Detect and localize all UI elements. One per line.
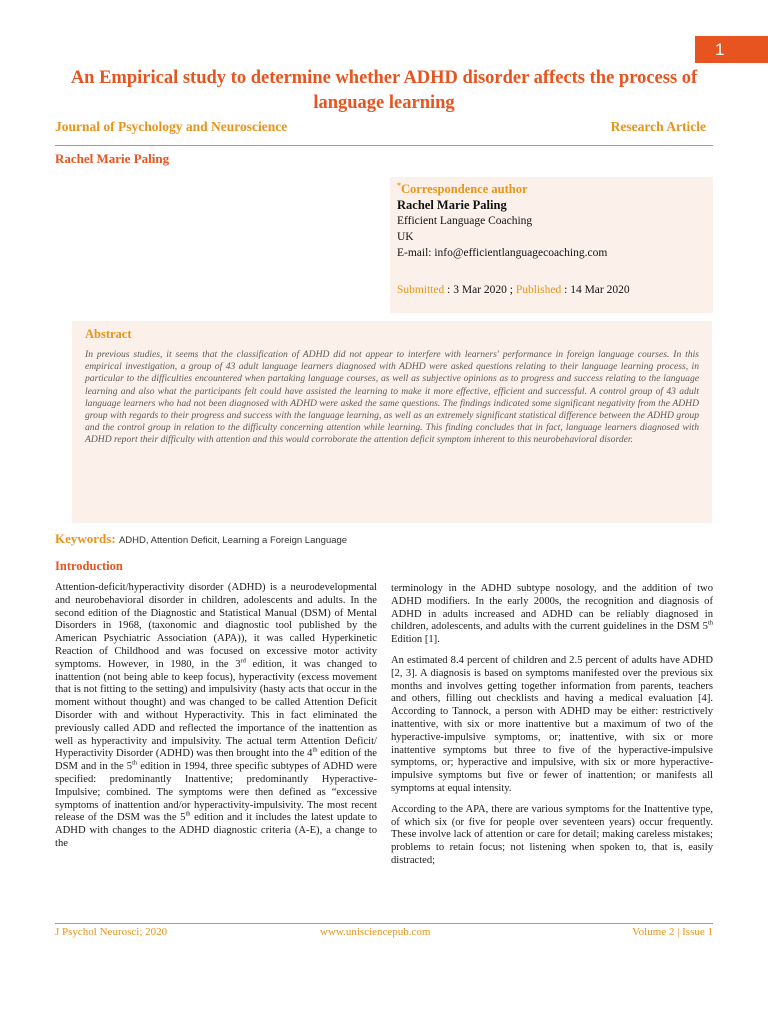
publication-dates: Submitted : 3 Mar 2020 ; Published : 14 Mar 2020 [397,284,630,297]
paragraph: terminology in the ADHD subtype nosology, and the addition of two ADHD modifiers. In the early 2000s, the recognition and diagnosis of ADHD in adults increased and ADHD can be reliably diagnosed in children, adolescents, and adults with the current guidelines in the DSM 5th Edition [1]. [391,583,713,646]
paragraph: An estimated 8.4 percent of children and 2.5 percent of adults have ADHD [2, 3]. A diagnosis is based on symptoms manifested over the previous six months and involves getting together information from parents, teachers and others, filling out checklists and having a medical evaluation [4]. According to Tannock, a person with ADHD may be either: restrictively inattentive, with six or more inattentive but a maximum of two of the hyperactive-impulsive symptoms, or; inattentive, with six or more inattentive symptoms but three to five of the hyperactive-impulsive symptoms, or; hyperactive and impulsive, with six or more hyperactive-impulsive symptoms but five or fewer of inattention; or manifests all symptoms at equal intensity. [391,654,713,794]
paragraph: According to the APA, there are various symptoms for the Inattentive type, of which six (or five for people over seventeen years) occur frequently. These involve lack of attention or care for detail; making careless mistakes; problems to retain focus; not listening when spoken to, that is, easily distracted; [391,803,713,866]
keywords-label: Keywords [55,531,112,546]
correspondence-org: Efficient Language Coaching [397,215,533,228]
correspondence-email[interactable]: E-mail: info@efficientlanguagecoaching.com [397,247,608,260]
keywords-value: ADHD, Attention Deficit, Learning a Foreign Language [118,535,348,546]
author-name: Rachel Marie Paling [55,151,170,166]
correspondence-label: *Correspondence author [397,181,528,197]
submitted-date: 3 Mar 2020 [453,284,507,297]
page-number-badge: 1 [695,36,768,63]
correspondence-box [390,177,713,313]
keywords: Keywords: ADHD, Attention Deficit, Learning a Foreign Language [55,531,348,546]
body-column-right [391,583,713,876]
correspondence-name: Rachel Marie Paling [397,198,507,213]
footer-divider [55,923,713,924]
paragraph: Attention-deficit/hyperactivity disorder (ADHD) is a neurodevelopmental and neurobehavioral disorder in children, adolescents and adults. In the second edition of the Diagnostic and Statistical Manual (DSM) of Mental Disorders in 1968, (taxonomic and diagnostic tool published by the American Psychiatric Association (APA)), it was called Hyperkinetic Reaction of Childhood and was focused on excessive motor activity symptoms. However, in 1980, in the 3rd edition, it was changed to inattention (not being able to keep focus), hyperactivity (excess movement that is not fitting to the setting) and impulsivity (hasty acts that occur in the moment without thought) and was changed to be called Attention Deficit Disorder with and without Hyperactivity. This in fact eliminated the previously called ADD and reflected the importance of the inattention as well as hyperactivity and impulsivity. The actual term Attention Deficit/ Hyperactivity Disorder (ADHD) was then brought into the 4th edition of the DSM and in the 5th edition in 1994, three specific subtypes of ADHD were specified: predominantly Inattentive; predominantly Hyperactive-Impulsive; combined. The symptoms were then defined as “excessive symptoms of inattention and/or hyperactivity-impulsivity. The most recent release of the DSM was the 5th edition and it includes the latest update to ADHD with changes to the ADHD diagnostic criteria (A-E), a change to the [55,582,378,849]
correspondence-country: UK [397,231,414,244]
footer-volume-issue: Volume 2 | Issue 1 [632,926,713,938]
header-divider [55,145,713,146]
published-date: 14 Mar 2020 [570,284,630,297]
footer-website-link[interactable]: www.unisciencepub.com [320,926,431,938]
introduction-heading: Introduction [55,559,123,573]
footer-citation: J Psychol Neurosci; 2020 [55,926,168,938]
abstract-heading: Abstract [85,327,132,341]
abstract-text: In previous studies, it seems that the classification of ADHD did not appear to interfere with learners' performance in foreign language courses. In this empirical investigation, a group of 43 adult language learners diagnosed with ADHD were asked questions relating to their language learning process, in particular to the difficulties encountered when partaking language courses, as well as subjective opinions as to progress and success relating to the language learning and also what the participants felt could have assisted the learning to make it more effective, efficient and successful. A control group of 43 adult language learners who had not been diagnosed with ADHD were asked the same questions. The findings indicated some significant negativity from the ADHD group with regards to their progress and success with the language learning, as well as an extremely significant statistical difference between the ADHD group and the control group in relation to the difficulty concerning attention while learning. This finding concludes that in fact, language learners diagnosed with ADHD report their difficulty with attention and this would corroborate the attention deficit symptom inherent to this neurobehavioral disorder. [85,349,699,446]
body-column-left [55,582,377,859]
article-type: Research Article [610,119,706,134]
abstract-box [72,321,712,523]
journal-name: Journal of Psychology and Neuroscience [55,119,288,134]
article-title: An Empirical study to determine whether ADHD disorder affects the process of language learning [70,68,698,113]
